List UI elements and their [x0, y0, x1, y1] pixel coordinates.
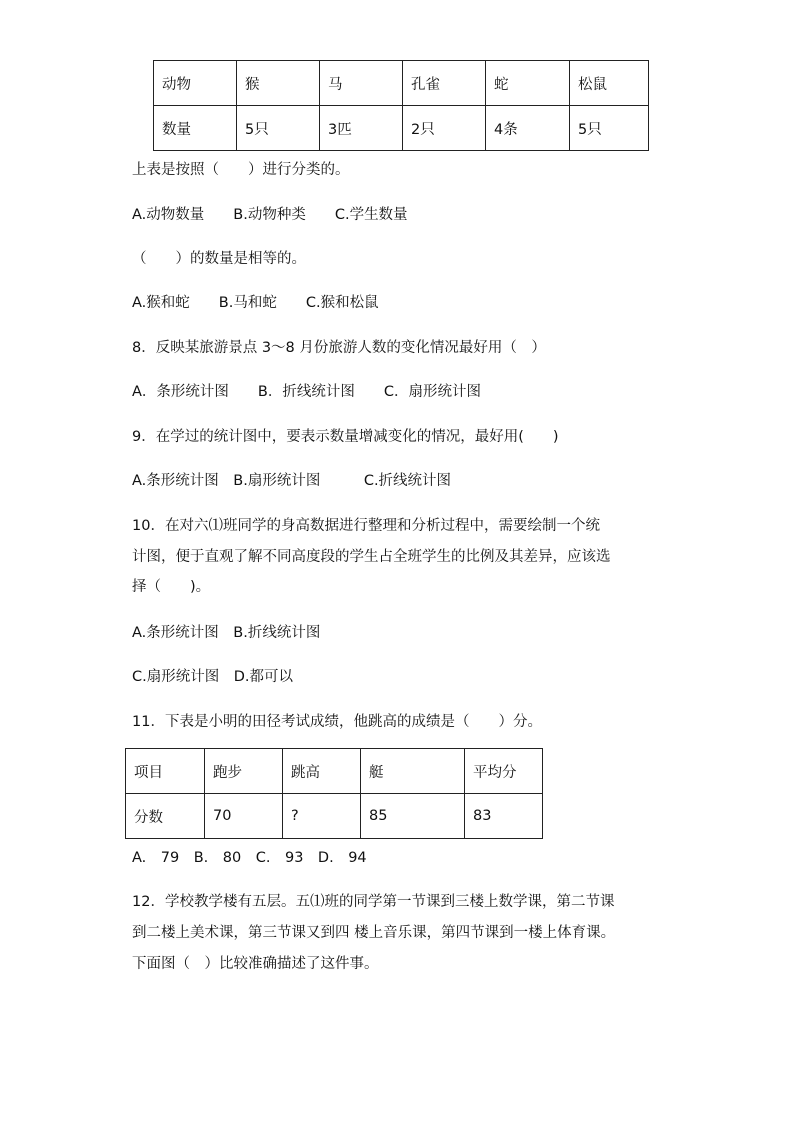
table-cell: 松鼠	[570, 61, 649, 106]
table-cell: 3匹	[320, 106, 403, 151]
table-cell: 2只	[403, 106, 486, 151]
table-cell: 项目	[126, 749, 205, 794]
table-cell: 马	[320, 61, 403, 106]
question-text: 计图，便于直观了解不同高度段的学生占全班学生的比例及其差异，应该选	[132, 549, 611, 565]
question-text: （ ）的数量是相等的。	[132, 251, 306, 267]
table-cell: 跳高	[283, 749, 361, 794]
table-cell: 4条	[486, 106, 570, 151]
table-cell: 平均分	[465, 749, 543, 794]
table-row	[154, 106, 649, 151]
question-text: 8．反映某旅游景点 3～8 月份旅游人数的变化情况最好用（ ）	[132, 340, 546, 356]
question-text: 下面图（ ）比较准确描述了这件事。	[132, 956, 379, 972]
table-cell: 猴	[237, 61, 320, 106]
question-text: 10．在对六⑴班同学的身高数据进行整理和分析过程中，需要绘制一个统	[132, 518, 600, 534]
animal-table	[153, 60, 649, 151]
table-cell: 5只	[570, 106, 649, 151]
table-cell: 85	[361, 794, 465, 839]
table-cell: 动物	[154, 61, 237, 106]
answer-options: A．条形统计图 B．折线统计图 C．扇形统计图	[132, 384, 481, 400]
question-text: 9．在学过的统计图中，要表示数量增减变化的情况，最好用( )	[132, 429, 559, 445]
answer-options: A.条形统计图 B.扇形统计图 C.折线统计图	[132, 473, 452, 489]
question-text: 择（ )。	[132, 579, 211, 595]
answer-options: C.扇形统计图 D.都可以	[132, 669, 294, 685]
answer-options: A.条形统计图 B.折线统计图	[132, 625, 321, 641]
table-row	[126, 794, 543, 839]
table-cell: ?	[283, 794, 361, 839]
answer-options: A. 79 B. 80 C. 93 D. 94	[132, 850, 367, 866]
question-text: 到二楼上美术课，第三节课又到四 楼上音乐课，第四节课到一楼上体育课。	[132, 925, 616, 941]
table-cell: 70	[205, 794, 283, 839]
table-cell: 艇	[361, 749, 465, 794]
table-cell: 孔雀	[403, 61, 486, 106]
table-cell: 跑步	[205, 749, 283, 794]
question-text: 11．下表是小明的田径考试成绩，他跳高的成绩是（ ）分。	[132, 714, 542, 730]
table-cell: 83	[465, 794, 543, 839]
table-cell: 分数	[126, 794, 205, 839]
table-cell: 蛇	[486, 61, 570, 106]
table-row	[154, 61, 649, 106]
table-cell: 数量	[154, 106, 237, 151]
question-text: 上表是按照（ ）进行分类的。	[132, 162, 350, 178]
table-row	[126, 749, 543, 794]
table-cell: 5只	[237, 106, 320, 151]
score-table	[125, 748, 543, 839]
question-text: 12．学校教学楼有五层。五⑴班的同学第一节课到三楼上数学课，第二节课	[132, 894, 615, 910]
answer-options: A.动物数量 B.动物种类 C.学生数量	[132, 207, 408, 223]
answer-options: A.猴和蛇 B.马和蛇 C.猴和松鼠	[132, 295, 379, 311]
